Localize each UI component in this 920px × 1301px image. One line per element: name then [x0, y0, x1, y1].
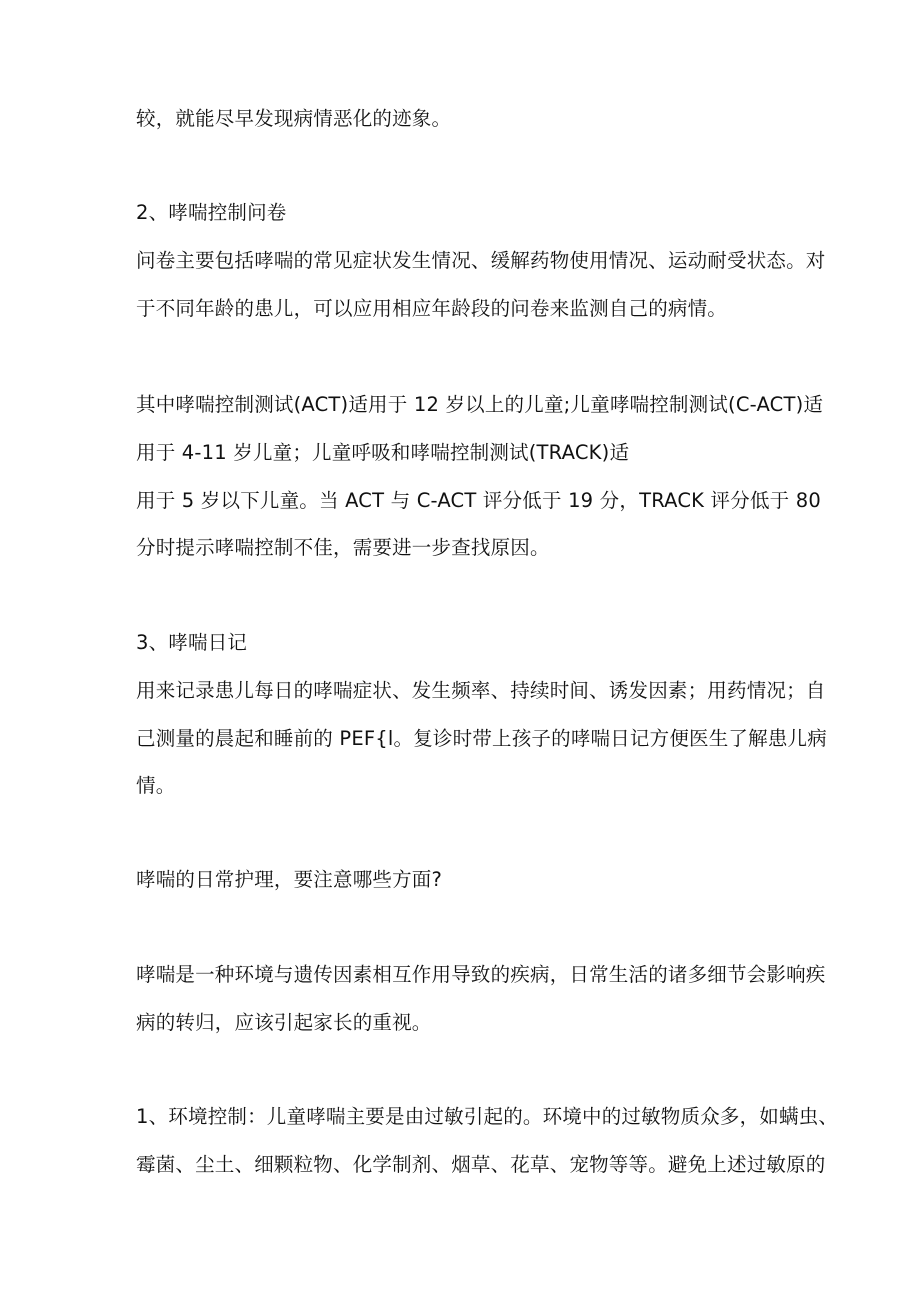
paragraph-line: 病的转归，应该引起家长的重视。 [136, 1011, 432, 1034]
paragraph-line: 1、环境控制：儿童哮喘主要是由过敏引起的。环境中的过敏物质众多，如螨虫、 [136, 1105, 839, 1128]
paragraph-line: 较，就能尽早发现病情恶化的迹象。 [136, 107, 452, 130]
paragraph-line: 哮喘是一种环境与遗传因素相互作用导致的疾病，日常生活的诸多细节会影响疾 [136, 963, 826, 986]
paragraph-line: 问卷主要包括哮喘的常见症状发生情况、缓解药物使用情况、运动耐受状态。对 [136, 249, 826, 272]
section-heading: 2、哮喘控制问卷 [136, 201, 287, 224]
paragraph-line: 情。 [136, 774, 176, 797]
paragraph-line: 用于 4-11 岁儿童；儿童呼吸和哮喘控制测试(TRACK)适 [136, 441, 630, 464]
paragraph-line: 分时提示哮喘控制不佳，需要进一步查找原因。 [136, 536, 550, 559]
paragraph-line: 霉菌、尘土、细颗粒物、化学制剂、烟草、花草、宠物等等。避免上述过敏原的 [136, 1153, 826, 1176]
paragraph-line: 己测量的晨起和睡前的 PEF{l。复诊时带上孩子的哮喘日记方便医生了解患儿病 [136, 727, 827, 750]
paragraph-line: 用来记录患儿每日的哮喘症状、发生频率、持续时间、诱发因素；用药情况；自 [136, 679, 826, 702]
paragraph-line: 其中哮喘控制测试(ACT)适用于 12 岁以上的儿童;儿童哮喘控制测试(C-ACT)适 [136, 393, 824, 416]
paragraph-line: 于不同年龄的患儿，可以应用相应年龄段的问卷来监测自己的病情。 [136, 297, 728, 320]
paragraph-line: 用于 5 岁以下儿童。当 ACT 与 C-ACT 评分低于 19 分，TRACK 评分低于 80 [136, 489, 821, 512]
question-heading: 哮喘的日常护理，要注意哪些方面? [136, 868, 443, 891]
section-heading: 3、哮喘日记 [136, 631, 248, 654]
